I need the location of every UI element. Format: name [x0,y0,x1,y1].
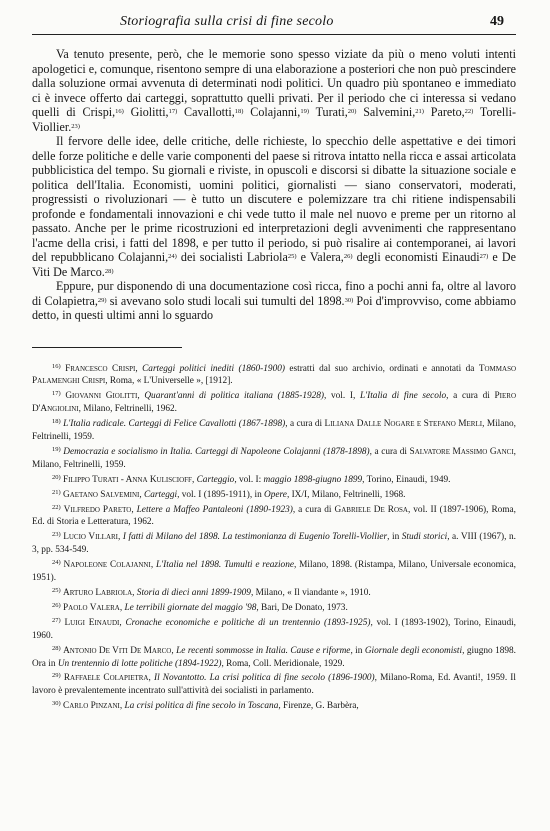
note-number: 23) [71,122,80,130]
text-run: Colajanni, [243,105,301,119]
footnote [32,487,516,502]
work-title: L'Italia di fine secolo [359,391,447,402]
author-name: Giovanni Giolitti [65,391,138,402]
paragraph [32,47,516,134]
footnotes [32,361,516,714]
work-title: Le recenti sommosse in Italia. Cause e riforme [176,645,351,656]
text-run: e De Viti De Marco. [32,250,516,279]
text-run: , [139,489,145,500]
note-number: 19) [300,108,309,115]
text-run: Pareto, [423,105,465,119]
note-number: 24) [52,559,61,567]
footnote [32,557,516,585]
note-number: 30) [344,296,354,304]
footnote [32,529,516,557]
footnote [32,670,516,698]
note-number: 18) [52,418,61,426]
header-rule [32,34,516,35]
text-run: , giugno 1898. Ora in [32,645,517,669]
footnote [32,388,516,416]
work-title: L'Italia nel 1898. Tumulti e reazione [156,560,294,571]
note-number: 24) [168,253,177,260]
text-run: , Milano, Feltrinelli, 1962. [78,404,177,415]
note-number: 21) [415,108,424,115]
paragraph [32,134,516,279]
author-name: Tommaso Palamenghi Crispi [32,363,517,387]
footnote [32,615,516,643]
text-run: , a. VIII (1967), n. 3, pp. 534-549. [32,532,516,556]
text-run: , [137,391,145,402]
text-run: Turati, [308,105,348,119]
footnote [32,444,516,472]
footnote [32,585,516,600]
text-run: , [119,617,126,628]
work-title: maggio 1898-giugno 1899 [263,474,363,485]
note-number: 19) [52,445,61,453]
work-title: Carteggi politici inediti (1860-1900) [142,363,285,374]
text-run: , in [350,645,365,656]
note-number: 18) [234,108,244,115]
work-title: Carteggi [144,489,178,500]
text-run: dei socialisti Labriola [176,250,288,264]
text-run: , a cura di [369,446,410,457]
page-header [32,14,516,30]
footnote [32,698,516,713]
author-name: Gabriele De Rosa [334,504,408,515]
work-title: Storia di dieci anni 1899-1909 [136,588,251,598]
author-name: Filippo Turati - Anna Kuliscioff [63,474,192,485]
work-title: Cronache economiche e politiche di un trentennio (1893-1925) [125,617,371,628]
text-run: , Torino, Einaudi, 1949. [362,474,451,485]
author-name: Arturo Labriola [63,588,133,598]
footnote [32,361,516,389]
body-text [32,47,516,323]
text-run: Il fervore delle idee, delle critiche, delle richieste, lo specchio delle aspettative e dei timori delle forze politiche e delle varie componenti del paese si ritrova intatto nella ricca e assai articolata pubblicistica del tempo. Su giornali e riviste, in opuscoli e discorsi si dibatte la situazione sociale e politica dell'Italia. Economisti, uomini politici, giornalisti — siano conservatori, moderati, progressisti o rivoluzionari — è tutto un discutere e polemizzare tra chi ritiene indispensabili profonde e fondamentali innovazioni e chi vede tutto il male nel nuovo e preme per un ritorno al passato. Anche per le prime ricostruzioni ed interpretazioni degli avvenimenti che rappresentano l'acme della crisi, i fatti del 1898, e per tutto il periodo, si può risalire ai contemporanei, ai lavori del repubblicano Colajanni, [32,134,516,264]
work-title: I fatti di Milano del 1898. La testimonianza di Eugenio Torelli-Viollier [122,532,388,543]
note-number: 27) [479,253,489,260]
note-number: 28) [52,644,61,652]
note-number: 22) [52,503,61,511]
note-number: 16) [115,108,124,115]
footnote [32,643,516,671]
text-run: degli economisti Einaudi [352,250,480,264]
author-name: Salvatore Massimo Ganci [409,446,514,457]
author-name: Piero D'Angiolini [32,391,517,415]
note-number: 22) [464,108,474,115]
note-number: 20) [347,108,357,115]
author-name: Francesco Crispi [65,363,136,374]
text-run: , vol. I (1893-1902), Torino, Einaudi, 1960. [32,617,517,641]
text-run: , vol. I, [324,391,360,402]
note-number: 21) [52,488,61,496]
work-title: Democrazia e socialismo in Italia. Carteggi di Napoleone Colajanni (1878-1898) [63,446,370,457]
text-run: , Milano, Feltrinelli, 1959. [32,419,516,443]
work-title: Opere [264,489,287,500]
note-number: 25) [52,587,61,594]
text-run: , IX/I, Milano, Feltrinelli, 1968. [286,489,406,500]
text-run: , [150,560,156,571]
text-run: estratti dal suo archivio, ordinati e annotati da [284,363,479,374]
author-name: Gaetano Salvemini [63,489,140,500]
text-run: , Roma, Coll. Meridionale, 1929. [221,658,345,669]
note-number: 28) [104,267,114,275]
text-run: , Milano, 1898. (Ristampa, Milano, Universale economica, 1951). [32,560,517,584]
text-run: , a cura di [285,419,325,430]
author-name: Antonio De Viti De Marco [63,645,172,656]
author-name: Lucio Villari [63,532,119,543]
running-title: Storiografia sulla crisi di fine secolo [120,14,334,29]
footnote [32,416,516,444]
footnote [32,502,516,530]
author-name: Carlo Pinzani [63,701,120,712]
text-run: , [118,532,123,543]
footnote [32,600,516,615]
text-run: , [119,701,125,712]
text-run: , Firenze, G. Barbèra, [278,701,359,712]
note-number: 25) [287,253,297,260]
text-run: Torelli-Viollier. [32,105,516,134]
text-run: , a cura di [446,391,495,402]
text-run: e Valera, [296,250,344,264]
text-run: , [171,645,177,656]
note-number: 27) [52,616,61,624]
text-run: si avevano solo studi locali sui tumulti del 1898. [106,293,345,308]
text-run: Salvemini, [356,105,416,119]
text-run: , [119,602,125,613]
work-title: Giornale degli economisti [364,645,463,656]
note-number: 20) [52,473,61,481]
note-number: 26) [343,253,353,260]
text-run: , in [387,532,402,543]
work-title: Le terribili giornate del maggio '98 [124,602,257,613]
note-number: 30) [52,700,61,708]
text-run: , [131,504,137,515]
note-number: 17) [52,390,61,398]
author-name: Napoleone Colajanni [63,560,151,571]
work-title: Carteggio [196,474,235,485]
work-title: Lettere a Maffeo Pantaleoni (1890-1923) [136,504,293,515]
text-run: , Milano-Roma, Ed. Avanti!, 1959. Il lavoro è prevalentemente incentrato sull'attività dei socialisti in parlamento. [32,673,516,697]
work-title: Quarant'anni di politica italiana (1885-1928) [144,391,325,402]
text-run: , [132,588,137,598]
text-run: Poi d'improvviso, come abbiamo detto, in questi ultimi anni lo sguardo [32,293,516,322]
footnote [32,472,516,487]
author-name: Liliana Dalle Nogare e Stefano Merli [324,419,483,430]
work-title: Studi storici [401,532,448,543]
text-run: , Milano, Feltrinelli, 1959. [32,446,516,470]
note-number: 17) [168,108,178,115]
author-name: Vilfredo Pareto [63,504,132,515]
text-run: , vol. I: [234,474,264,485]
text-run: , Bari, De Donato, 1973. [256,602,348,613]
text-run: , Milano, « Il viandante », 1910. [250,588,371,598]
note-number: 16) [52,362,61,370]
text-run: , vol. II (1897-1906), Roma, Ed. di Storia e Letteratura, 1962. [32,504,516,528]
note-number: 29) [52,672,61,680]
text-run: Va tenuto presente, però, che le memorie sono spesso viziate da più o meno voluti intenti apologetici e, comunque, risentono sempre di una elaborazione a posteriori che non può prescindere dalla soluzione ormai avvenuta di determinati nodi politici. Un quadro più spontaneo e immediato ci è invece offerto dai carteggi, soprattutto quelli privati. Per il periodo che ci interessa si vedano quelli di Crispi, [32,47,516,119]
author-name: Paolo Valera [63,602,120,613]
work-title: Il Novantotto. La crisi politica di fine secolo (1896-1900) [153,673,375,684]
note-number: 23) [52,531,61,539]
text-run: , Roma, « L'Universelle », [1912]. [105,376,233,387]
footnote-separator [32,347,182,348]
paragraph [32,279,516,323]
note-number: 26) [52,601,61,609]
author-name: Luigi Einaudi [64,617,120,628]
note-number: 29) [97,296,107,304]
text-run: , [148,673,154,684]
text-run: , [191,474,197,485]
page-number: 49 [490,14,504,29]
author-name: Raffaele Colapietra [63,673,149,684]
work-title: La crisi politica di fine secolo in Toscana [124,701,279,712]
text-run: Eppure, pur disponendo di una documentazione così ricca, fino a pochi anni fa, oltre al lavoro di Colapietra, [32,279,516,308]
work-title: L'Italia radicale. Carteggi di Felice Cavallotti (1867-1898) [63,419,286,430]
text-run: , vol. I (1895-1911), in [177,489,265,500]
work-title: Un trentennio di lotte politiche (1894-1922) [57,658,222,669]
text-run: , a cura di [292,504,335,515]
text-run: Giolitti, [123,105,169,119]
text-run: Cavallotti, [177,105,235,119]
text-run: , [135,363,143,374]
